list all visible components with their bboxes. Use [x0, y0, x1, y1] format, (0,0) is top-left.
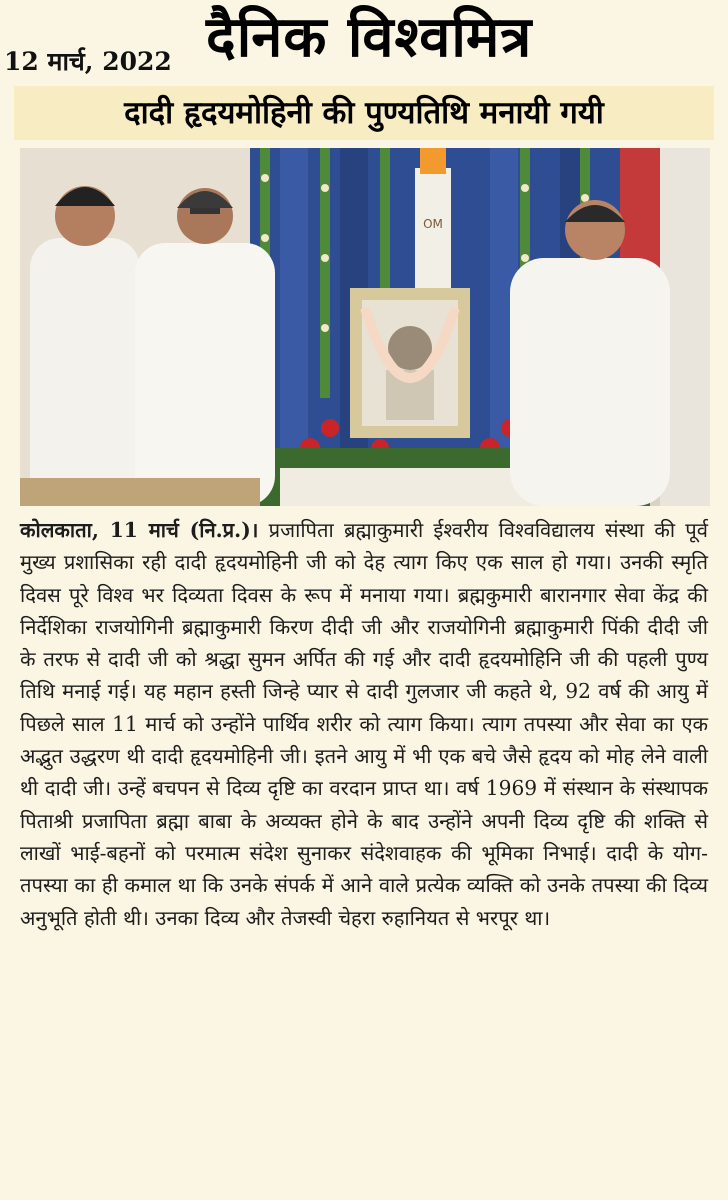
article-dateline: कोलकाता, 11 मार्च (नि.प्र.)।	[20, 518, 259, 542]
tower-label: OM	[423, 217, 443, 231]
masthead	[0, 0, 728, 88]
article-text: प्रजापिता ब्रह्माकुमारी ईश्वरीय विश्वविद्यालय संस्था की पूर्व मुख्य प्रशासिका रही दादी हृदयमोहिनी जी को देह त्याग किए एक साल हो गया। उनकी स्मृति दिवस पूरे विश्व भर दिव्यता दिवस के रूप में मनाया गया। ब्रह्मकुमारी बारानगार सेवा केंद्र की निर्देशिका राजयोगिनी ब्रह्माकुमारी किरण दीदी जी और राजयोगिनी ब्रह्माकुमारी पिंकी दीदी जी के तरफ से दादी जी को श्रद्धा सुमन अर्पित की गई और दादी हृदयमोहिनि जी की पहली पुण्य तिथि मनाई गई। यह महान हस्ती जिन्हे प्यार से दादी गुलजार जी कहते थे, 92 वर्ष की आयु में पिछले साल 11 मार्च को उन्होंने पार्थिव शरीर को त्याग किया। त्याग तपस्या और सेवा का एक अद्भुत उद्धरण थी दादी हृदयमोहिनी जी। इतने आयु में भी एक बचे जैसे हृदय को मोह लेने वाली थी दादी जी। उन्हें बचपन से दिव्य दृष्टि का वरदान प्राप्त था। वर्ष 1969 में संस्थान के संस्थापक पिताश्री प्रजापिता ब्रह्मा बाबा के अव्यक्त होने के बाद उन्होंने अपनी दिव्य दृष्टि की शक्ति से लाखों भाई-बहनों को परमात्म संदेश सुनाकर संदेशवाहक की भूमिका निभाई। दादी के योग-तपस्या का ही कमाल था कि उनके संपर्क में आने वाले प्रत्येक व्यक्ति को उनके तपस्या की दिव्य अनुभूति होती थी। उनका दिव्य और तेजस्वी चेहरा रुहानियत से भरपूर था।	[20, 518, 708, 930]
article-body	[20, 514, 708, 1192]
article-photo	[20, 148, 710, 506]
photo-illustration	[20, 148, 710, 506]
newspaper-title: दैनिक विश्वमित्र	[206, 5, 533, 70]
issue-date: 12 मार्च, 2022	[4, 47, 172, 76]
article-headline: दादी हृदयमोहिनी की पुण्यतिथि मनायी गयी	[124, 95, 604, 131]
